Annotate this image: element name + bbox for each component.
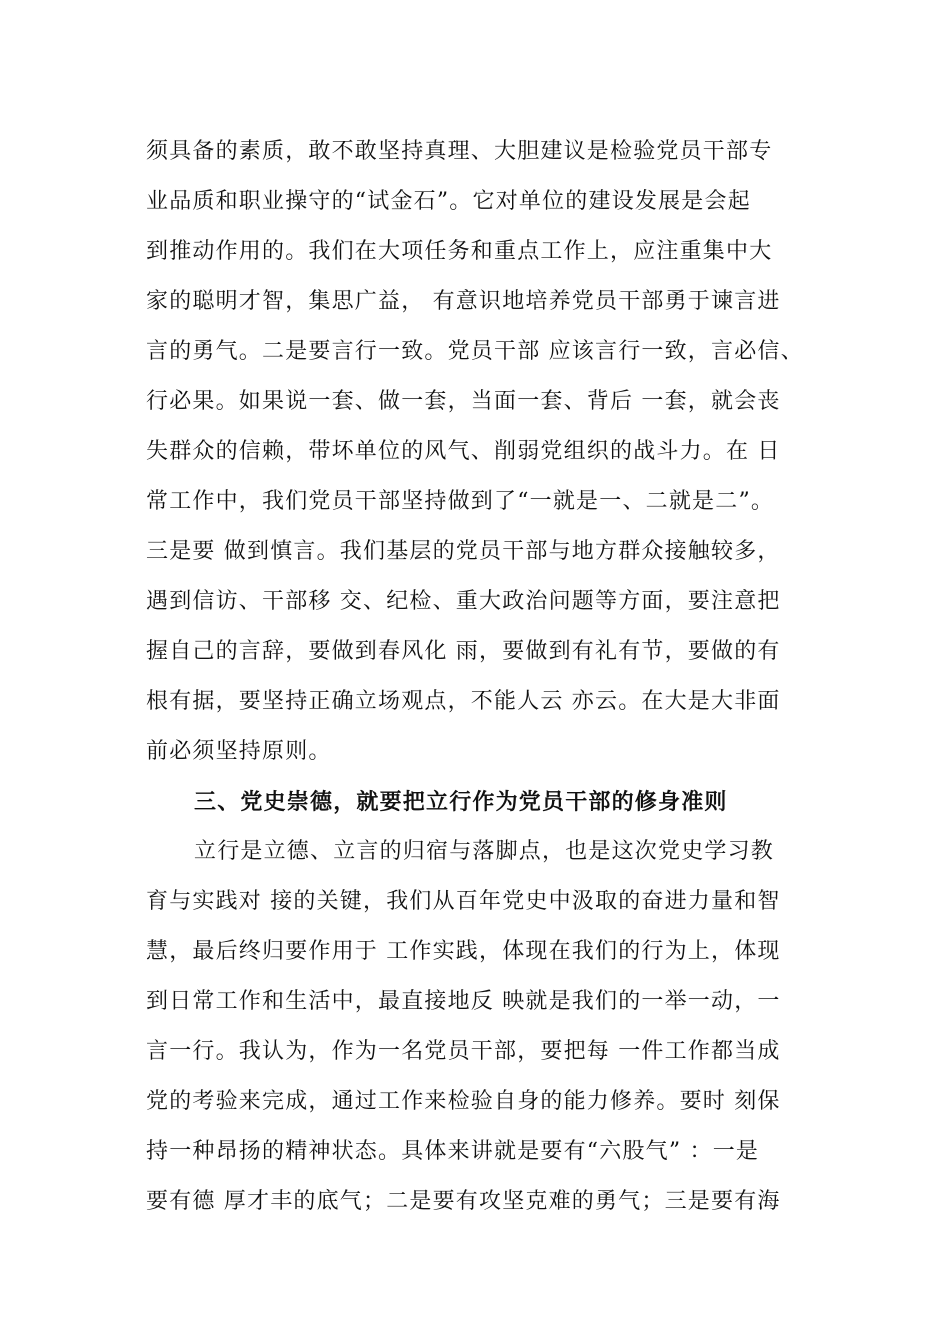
paragraph-line: 党的考验来完成，通过工作来检验自身的能力修养。要时 刻保 (146, 1089, 781, 1114)
paragraph-line: 常工作中，我们党员干部坚持做到了“一就是一、二就是二”。 (146, 489, 775, 514)
paragraph-line: 业品质和职业操守的“试金石”。它对单位的建设发展是会起 (146, 189, 751, 214)
paragraph-line: 家的聪明才智，集思广益， 有意识地培养党员干部勇于谏言进 (146, 289, 781, 314)
paragraph-line: 持一种昂扬的精神状态。具体来讲就是要有“六股气” ：一是 (146, 1139, 760, 1164)
paragraph-line: 要有德 厚才丰的底气；二是要有攻坚克难的勇气；三是要有海 (146, 1189, 781, 1214)
paragraph-line: 到日常工作和生活中，最直接地反 映就是我们的一举一动，一 (146, 989, 781, 1014)
paragraph-line: 三是要 做到慎言。我们基层的党员干部与地方群众接触较多， (146, 539, 781, 564)
paragraph-line: 育与实践对 接的关键，我们从百年党史中汲取的奋进力量和智 (146, 889, 781, 914)
paragraph-line: 遇到信访、干部移 交、纪检、重大政治问题等方面，要注意把 (146, 589, 781, 614)
paragraph-line: 行必果。如果说一套、做一套，当面一套、背后 一套，就会丧 (146, 389, 781, 414)
paragraph-line: 前必须坚持原则。 (146, 739, 332, 764)
paragraph-line: 言的勇气。二是要言行一致。党员干部 应该言行一致，言必信、 (146, 339, 804, 364)
paragraph-line: 握自己的言辞，要做到春风化 雨，要做到有礼有节，要做的有 (146, 639, 781, 664)
paragraph-line: 到推动作用的。我们在大项任务和重点工作上，应注重集中大 (146, 239, 773, 264)
paragraph-line: 立行是立德、立言的归宿与落脚点，也是这次党史学习教 (194, 839, 775, 864)
paragraph-line: 言一行。我认为，作为一名党员干部，要把每 一件工作都当成 (146, 1039, 781, 1064)
paragraph-line: 失群众的信赖，带坏单位的风气、削弱党组织的战斗力。在 日 (146, 439, 781, 464)
paragraph-line: 根有据，要坚持正确立场观点，不能人云 亦云。在大是大非面 (146, 689, 781, 714)
paragraph-line: 慧，最后终归要作用于 工作实践，体现在我们的行为上，体现 (146, 939, 781, 964)
section-heading: 三、党史崇德，就要把立行作为党员干部的修身准则 (194, 789, 728, 815)
paragraph-line: 须具备的素质，敢不敢坚持真理、大胆建议是检验党员干部专 (146, 139, 773, 164)
